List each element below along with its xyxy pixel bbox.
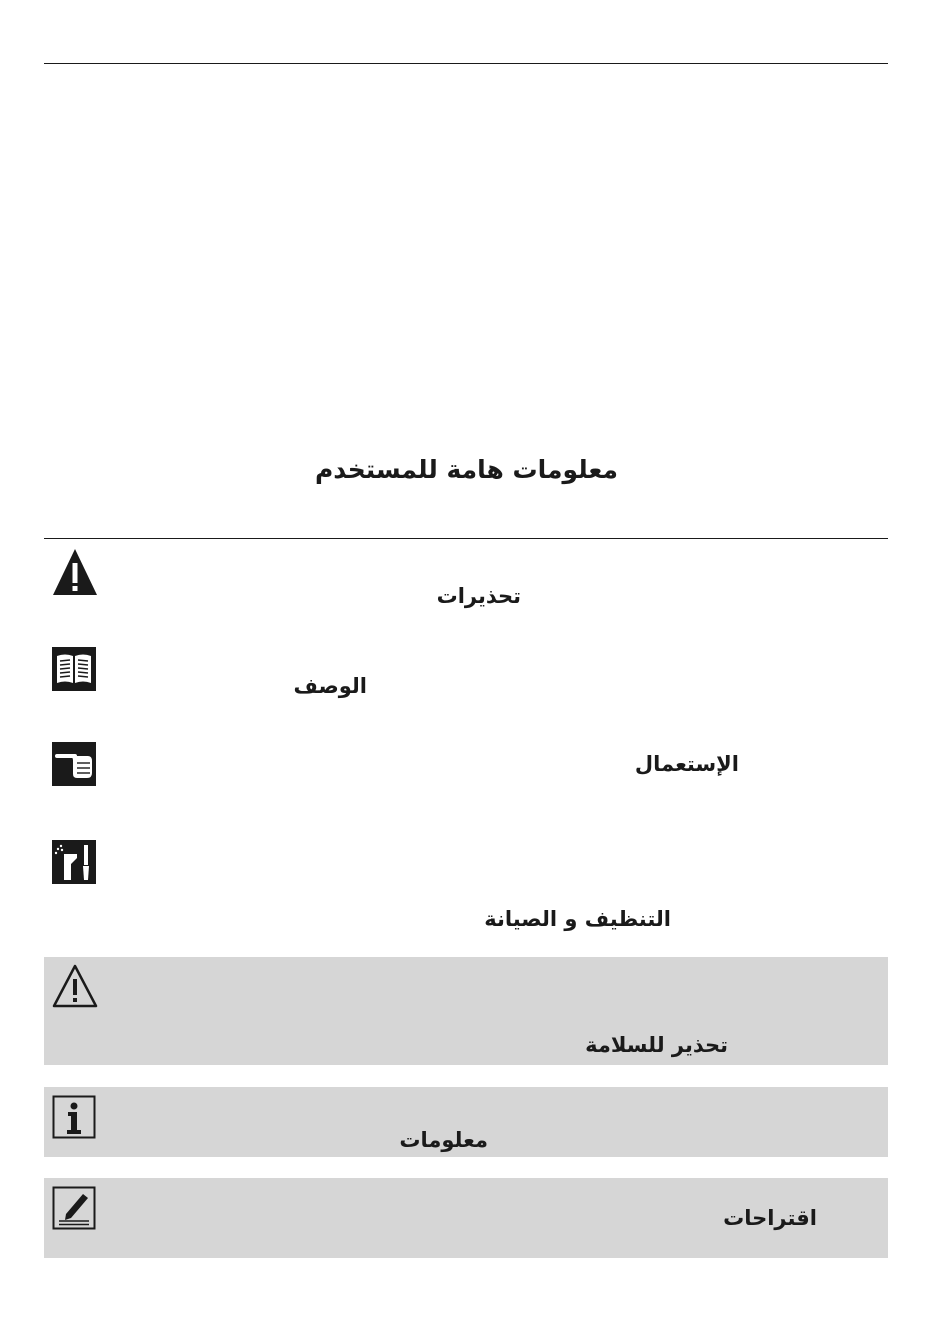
- notice-label-tips: اقتراحات: [723, 1206, 817, 1230]
- notice-band-safety: [44, 957, 888, 1065]
- open-book-icon: [52, 647, 96, 695]
- warning-triangle-icon: [52, 548, 98, 600]
- pencil-note-icon: [52, 1186, 96, 1234]
- notice-label-safety: تحذير للسلامة: [585, 1033, 728, 1057]
- page-title: معلومات هامة للمستخدم: [314, 455, 618, 484]
- top-rule: [44, 63, 888, 64]
- warning-outline-icon: [52, 963, 98, 1013]
- section-label-description: الوصف: [293, 674, 367, 698]
- info-icon: [52, 1095, 96, 1143]
- section-label-cleaning: التنظيف و الصيانة: [484, 907, 671, 931]
- notice-label-info: معلومات: [399, 1128, 488, 1152]
- title-rule: [44, 538, 888, 539]
- section-label-warnings: تحذيرات: [436, 584, 521, 608]
- section-label-use: الإستعمال: [634, 752, 739, 776]
- pointing-hand-icon: [52, 742, 96, 790]
- cleaning-tools-icon: [52, 840, 96, 888]
- notice-band-info: [44, 1087, 888, 1157]
- notice-band-tips: [44, 1178, 888, 1258]
